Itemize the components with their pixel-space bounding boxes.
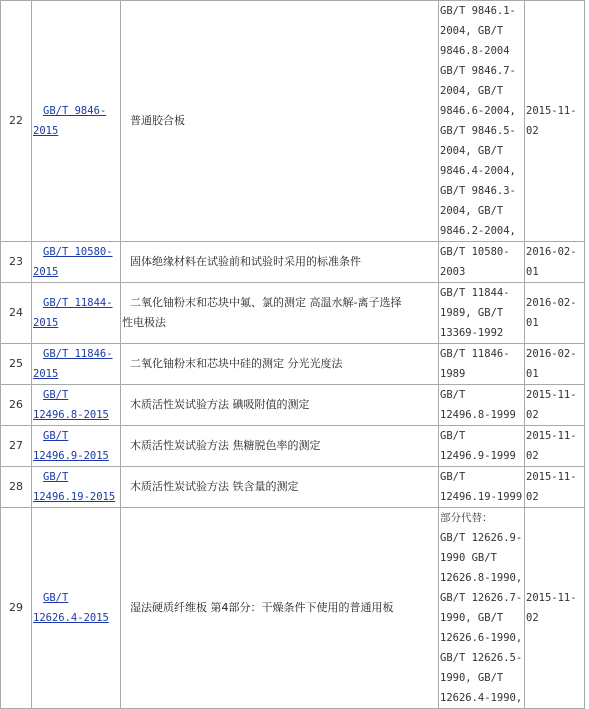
replaced-standard-line: 1989, GB/T [440,307,504,319]
standard-code-link[interactable] [33,246,113,278]
replaced-standard-line: 9846.4-2004, [440,165,516,177]
standard-name-line-1: 湿法硬质纤维板 第4部分：干燥条件下使用的普通用板 [130,601,394,614]
implementation-date-cell [525,344,585,385]
standard-name-cell [121,1,439,242]
standard-code-link[interactable] [33,389,109,421]
standard-name-line-1: 木质活性炭试验方法 碘吸附值的测定 [130,398,310,411]
date-line-1: 2015-11- [526,105,577,117]
row-number: 27 [1,426,32,467]
standard-name-cell [121,242,439,283]
date-line-2: 02 [526,450,539,462]
replaced-standard-line: 12496.8-1999 [440,409,516,421]
row-number: 24 [1,283,32,344]
standard-code-line-1: GB/T 11844- [43,297,113,309]
replaced-standard-line: GB/T 12626.9- [440,532,523,544]
implementation-date-cell [525,508,585,709]
standard-code-cell [32,426,121,467]
standard-code-line-2: 12496.9-2015 [33,450,109,462]
replaced-standard-line: GB/T 11846- [440,348,510,360]
date-line-1: 2015-11- [526,592,577,604]
date-line-1: 2015-11- [526,471,577,483]
standard-name-cell [121,426,439,467]
date-line-1: 2016-02- [526,297,577,309]
standard-name-line-1: 二氧化铀粉末和芯块中硅的测定 分光光度法 [130,357,343,370]
replaced-standards-cell [439,467,525,508]
table-row [1,1,585,242]
replaced-standards-cell [439,426,525,467]
standard-code-line-2: 2015 [33,125,59,137]
date-line-2: 02 [526,125,539,137]
replaced-standards-cell [439,283,525,344]
standard-code-line-2: 2015 [33,317,59,329]
standard-name-line-2: 性电极法 [122,316,166,329]
standard-code-line-1: GB/T 9846- [43,105,107,117]
row-number: 26 [1,385,32,426]
replaced-standard-line: 12496.19-1999 [440,491,523,503]
standards-table-body [1,1,585,709]
standard-code-line-2: 12496.19-2015 [33,491,116,503]
standard-code-cell [32,508,121,709]
standard-name-line-1: 木质活性炭试验方法 焦糖脱色率的测定 [130,439,321,452]
implementation-date-cell [525,1,585,242]
date-line-2: 02 [526,409,539,421]
replaced-standard-line: 部分代替： [440,512,493,524]
standard-code-link[interactable] [33,592,109,624]
standard-code-link[interactable] [33,297,113,329]
table-row [1,283,585,344]
replaced-standard-line: 9846.8-2004 [440,45,510,57]
replaced-standard-line: 2004, GB/T [440,25,504,37]
standard-code-cell [32,344,121,385]
standard-code-cell [32,242,121,283]
replaced-standard-line: 12496.9-1999 [440,450,516,462]
date-line-1: 2016-02- [526,348,577,360]
table-row [1,242,585,283]
standard-code-line-1: GB/T 10580- [43,246,113,258]
replaced-standard-line: 1990, GB/T [440,612,504,624]
replaced-standard-line: GB/T 10580- [440,246,510,258]
table-row [1,467,585,508]
replaced-standard-line: 2004, GB/T [440,205,504,217]
row-number: 28 [1,467,32,508]
standard-name-line-1: 固体绝缘材料在试验前和试验时采用的标准条件 [130,255,361,268]
row-number: 23 [1,242,32,283]
replaced-standard-line: 9846.6-2004, [440,105,516,117]
replaced-standard-line: GB/T [440,430,466,442]
replaced-standards-cell [439,385,525,426]
replaced-standards-cell [439,508,525,709]
replaced-standard-line: 1990 GB/T [440,552,497,564]
standard-name-cell [121,508,439,709]
replaced-standard-line: 1990, GB/T [440,672,504,684]
replaced-standards-cell [439,1,525,242]
standard-code-link[interactable] [33,471,115,503]
implementation-date-cell [525,467,585,508]
row-number: 22 [1,1,32,242]
standard-code-cell [32,385,121,426]
replaced-standard-line: 2004, GB/T [440,85,504,97]
standard-code-cell [32,467,121,508]
standard-name-cell [121,467,439,508]
date-line-1: 2015-11- [526,389,577,401]
standard-code-cell [32,283,121,344]
replaced-standards-cell [439,344,525,385]
replaced-standard-line: GB/T 11844- [440,287,510,299]
replaced-standards-cell [439,242,525,283]
replaced-standard-line: 12626.6-1990, [440,632,523,644]
replaced-standard-line: GB/T 9846.7- [440,65,516,77]
standard-code-line-2: 12626.4-2015 [33,612,109,624]
replaced-standard-line: 2004, GB/T [440,145,504,157]
standard-name-line-1: 二氧化铀粉末和芯块中氟、氯的测定 高温水解-离子选择 [130,296,402,309]
standard-code-line-1: GB/T 11846- [43,348,113,360]
table-row [1,426,585,467]
date-line-2: 01 [526,266,539,278]
standard-code-line-2: 12496.8-2015 [33,409,109,421]
standard-name-cell [121,344,439,385]
standard-code-link[interactable] [33,348,113,380]
date-line-1: 2015-11- [526,430,577,442]
replaced-standard-line: GB/T [440,389,466,401]
replaced-standard-line: 2003 [440,266,466,278]
standard-name-cell [121,283,439,344]
standard-code-link[interactable] [33,430,109,462]
row-number: 29 [1,508,32,709]
standard-code-line-1: GB/T [43,592,69,604]
standard-code-link[interactable] [33,105,106,137]
standard-code-line-2: 2015 [33,266,59,278]
replaced-standard-line: GB/T [440,471,466,483]
date-line-2: 01 [526,368,539,380]
replaced-standard-line: GB/T 12626.7- [440,592,523,604]
replaced-standard-line: 1989 [440,368,466,380]
replaced-standard-line: GB/T 9846.1- [440,5,516,17]
date-line-2: 02 [526,612,539,624]
standard-name-line-1: 普通胶合板 [130,114,185,127]
replaced-standard-line: GB/T 12626.5- [440,652,523,664]
replaced-standard-line: 12626.4-1990, [440,692,523,704]
standard-code-cell [32,1,121,242]
replaced-standard-line: GB/T 9846.3- [440,185,516,197]
date-line-2: 01 [526,317,539,329]
standard-code-line-1: GB/T [43,389,69,401]
replaced-standard-line: GB/T 9846.5- [440,125,516,137]
replaced-standard-line: 13369-1992 [440,327,504,339]
implementation-date-cell [525,242,585,283]
standard-name-cell [121,385,439,426]
standard-code-line-1: GB/T [43,471,69,483]
standard-code-line-1: GB/T [43,430,69,442]
replaced-standard-line: 12626.8-1990, [440,572,523,584]
date-line-1: 2016-02- [526,246,577,258]
table-row [1,385,585,426]
table-row [1,344,585,385]
implementation-date-cell [525,385,585,426]
date-line-2: 02 [526,491,539,503]
table-row [1,508,585,709]
replaced-standard-line: 9846.2-2004, [440,225,516,237]
standard-code-line-2: 2015 [33,368,59,380]
implementation-date-cell [525,283,585,344]
standard-name-line-1: 木质活性炭试验方法 铁含量的测定 [130,480,299,493]
row-number: 25 [1,344,32,385]
implementation-date-cell [525,426,585,467]
